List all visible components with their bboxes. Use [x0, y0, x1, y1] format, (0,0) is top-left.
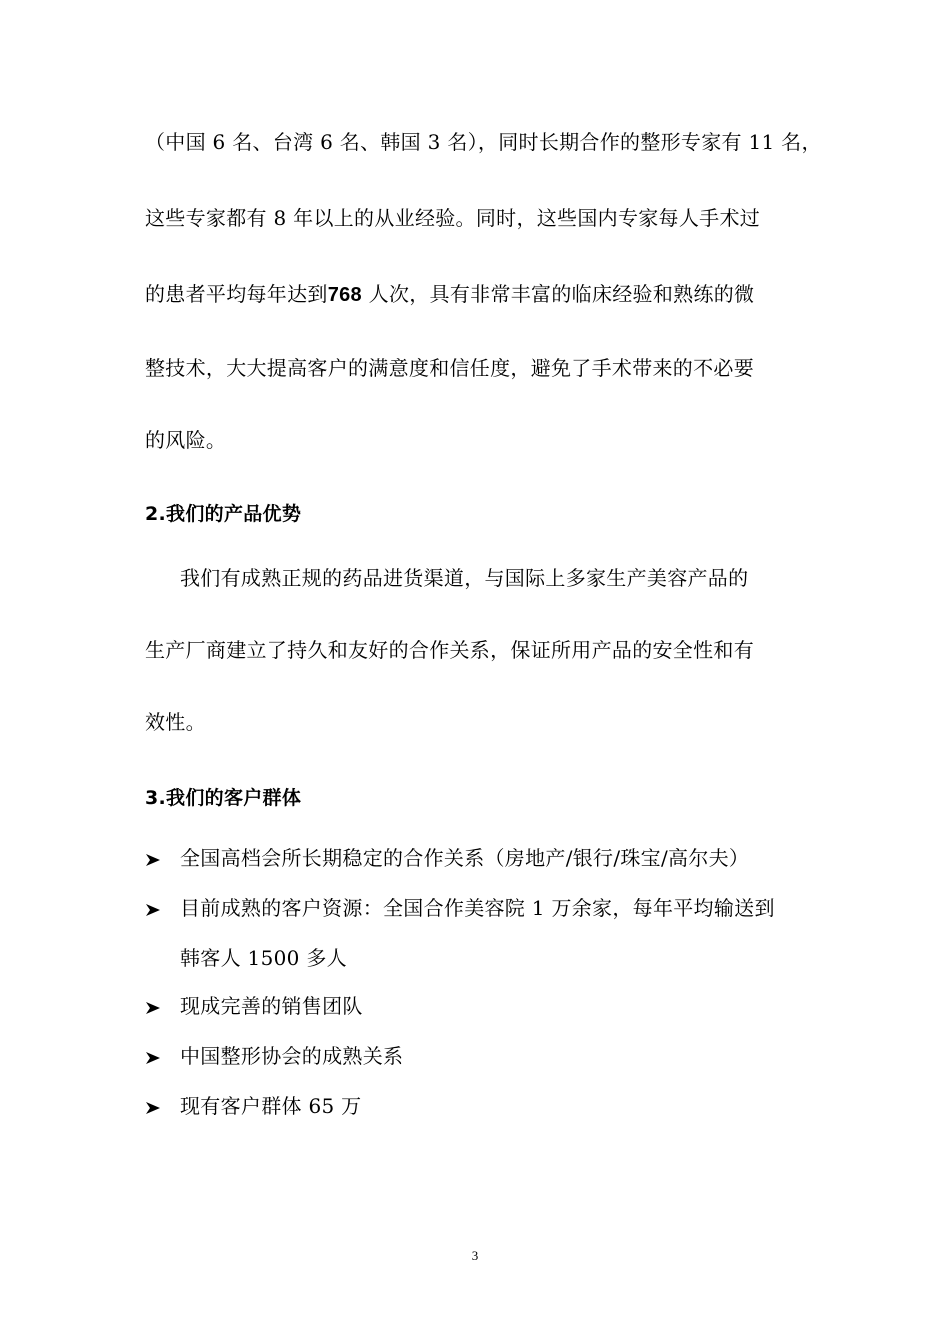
list-item-continuation: 韩客人 1500 多人 [180, 946, 347, 970]
list-item: 中国整形协会的成熟关系 [180, 1044, 404, 1068]
section-heading: 3.我们的客户群体 [145, 787, 302, 809]
paragraph-line: 的风险。 [145, 428, 227, 452]
arrowhead-bullet-icon [145, 848, 161, 872]
page-number: 3 [471, 1248, 479, 1263]
paragraph-text: 的患者平均每年达到 [145, 282, 328, 306]
paragraph-line: 生产厂商建立了持久和友好的合作关系，保证所用产品的安全性和有 [145, 638, 754, 662]
arrowhead-bullet-icon [145, 898, 161, 922]
arrowhead-bullet-icon [145, 1096, 161, 1120]
paragraph-line [145, 282, 754, 307]
list-item: 目前成熟的客户资源：全国合作美容院 1 万余家，每年平均输送到 [180, 896, 775, 920]
arrowhead-bullet-icon [145, 1046, 161, 1070]
list-item: 现有客户群体 65 万 [180, 1094, 362, 1118]
list-item: 全国高档会所长期稳定的合作关系（房地产/银行/珠宝/高尔夫） [180, 846, 750, 870]
list-item: 现成完善的销售团队 [180, 994, 363, 1018]
section-heading: 2.我们的产品优势 [145, 503, 302, 525]
paragraph-line: 我们有成熟正规的药品进货渠道，与国际上多家生产美容产品的 [180, 566, 749, 590]
paragraph-text: 人次，具有非常丰富的临床经验和熟练的微 [368, 282, 755, 306]
paragraph-line: 这些专家都有 8 年以上的从业经验。同时，这些国内专家每人手术过 [145, 206, 761, 230]
bold-number: 768 [327, 284, 362, 306]
paragraph-line: 效性。 [145, 710, 206, 734]
paragraph-line: 整技术，大大提高客户的满意度和信任度，避免了手术带来的不必要 [145, 356, 754, 380]
paragraph-line: （中国 6 名、台湾 6 名、韩国 3 名），同时长期合作的整形专家有 11 名， [145, 130, 822, 154]
arrowhead-bullet-icon [145, 996, 161, 1020]
